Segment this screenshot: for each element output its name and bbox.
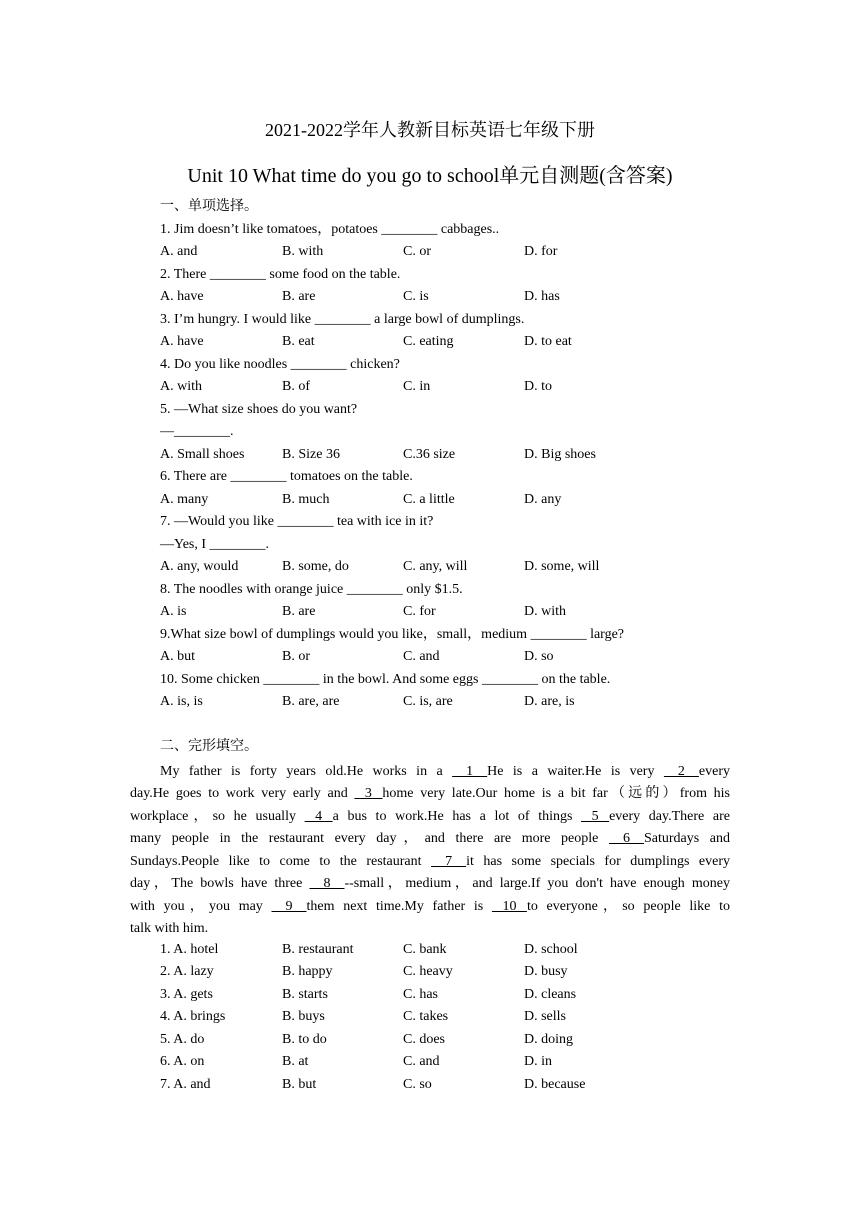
option-c: C. does — [403, 1031, 445, 1047]
passage-line: Sundays.People like to come to the restaurant 7 it has some specials for dumplings every — [130, 851, 730, 874]
question-stem: 2. There ________ some food on the table. — [160, 266, 401, 282]
passage-line: day.He goes to work very early and 3 home very late.Our home is a bit far（远的）from his — [130, 783, 730, 806]
passage-line: with you，you may 9 them next time.My father is 10 to everyone，so people like to — [130, 896, 730, 919]
answer-options — [160, 603, 640, 621]
option-d: D. some, will — [524, 559, 600, 574]
option-d: D. doing — [524, 1031, 573, 1047]
cloze-options — [160, 1008, 640, 1026]
option-b: B. starts — [282, 986, 328, 1002]
answer-options — [160, 288, 640, 306]
option-c: C. is — [403, 289, 429, 304]
answer-options — [160, 333, 640, 351]
question-stem: 3. I’m hungry. I would like ________ a large bowl of dumplings. — [160, 311, 525, 327]
question-stem: 8. The noodles with orange juice ________ only $1.5. — [160, 581, 463, 597]
option-a: A. many — [160, 491, 209, 507]
option-b: B. some, do — [282, 559, 349, 574]
answer-options — [160, 558, 640, 576]
option-b: B. happy — [282, 964, 333, 979]
question-stem: 10. Some chicken ________ in the bowl. And some eggs ________ on the table. — [160, 671, 611, 687]
option-a: A. have — [160, 289, 204, 304]
option-b: B. to do — [282, 1031, 327, 1047]
option-a: 7. A. and — [160, 1076, 211, 1092]
option-c: C. heavy — [403, 964, 453, 979]
option-a: A. and — [160, 244, 198, 259]
option-d: D. are, is — [524, 694, 575, 709]
option-d: D. has — [524, 289, 560, 304]
option-c: C. and — [403, 649, 440, 664]
option-d: D. any — [524, 491, 562, 507]
option-c: C. and — [403, 1054, 440, 1069]
document-title: 2021-2022学年人教新目标英语七年级下册 — [265, 120, 595, 140]
option-b: B. restaurant — [282, 941, 354, 957]
option-d: D. cleans — [524, 986, 577, 1002]
option-d: D. with — [524, 604, 566, 619]
cloze-options — [160, 1053, 640, 1071]
cloze-passage — [130, 761, 730, 941]
cloze-options — [160, 1031, 640, 1049]
answer-options — [160, 378, 640, 396]
option-a: A. but — [160, 649, 195, 664]
option-d: D. for — [524, 244, 558, 259]
option-b: B. with — [282, 244, 324, 259]
question-stem: 9.What size bowl of dumplings would you like，small，medium ________ large? — [160, 626, 625, 642]
section-heading: 一、单项选择。 — [160, 199, 258, 214]
cloze-options — [160, 1076, 640, 1094]
option-c: C. bank — [403, 941, 447, 957]
answer-options — [160, 243, 640, 261]
blank-number: 7 — [431, 853, 467, 869]
passage-line: My father is forty years old.He works in a 1 He is a waiter.He is very 2 every — [130, 761, 730, 784]
blank-number: 8 — [309, 876, 345, 891]
answer-options — [160, 648, 640, 666]
document-subtitle: Unit 10 What time do you go to school单元自测题(含答案) — [187, 165, 673, 187]
blank-number: 9 — [271, 898, 307, 914]
question-stem: 1. Jim doesn’t like tomatoes，potatoes ________ cabbages.. — [160, 221, 500, 237]
passage-line: many people in the restaurant every day，and there are more people 6 Saturdays and — [130, 828, 730, 851]
option-b: B. of — [282, 379, 310, 394]
option-a: A. have — [160, 334, 204, 349]
blank-number: 3 — [354, 786, 383, 801]
cloze-options — [160, 986, 640, 1004]
option-d: D. so — [524, 649, 554, 664]
option-d: D. in — [524, 1054, 552, 1069]
option-a: A. is, is — [160, 694, 203, 709]
option-c: C. any, will — [403, 559, 468, 574]
option-d: D. busy — [524, 964, 568, 979]
option-d: D. school — [524, 941, 578, 957]
option-b: B. are — [282, 289, 316, 304]
option-a: A. with — [160, 379, 202, 394]
passage-line: workplace，so he usually 4 a bus to work.He has a lot of things 5 every day.There are — [130, 806, 730, 829]
option-b: B. but — [282, 1076, 317, 1092]
option-a: 5. A. do — [160, 1031, 205, 1047]
answer-options — [160, 693, 640, 711]
option-c: C. is, are — [403, 694, 453, 709]
answer-options — [160, 446, 640, 464]
option-c: C. in — [403, 379, 431, 394]
option-c: C. so — [403, 1076, 432, 1092]
option-a: 2. A. lazy — [160, 964, 214, 979]
option-b: B. are — [282, 604, 316, 619]
cloze-options — [160, 963, 640, 981]
option-c: C. for — [403, 604, 436, 619]
blank-number: 6 — [608, 831, 644, 846]
option-d: D. Big shoes — [524, 446, 596, 462]
option-d: D. sells — [524, 1009, 566, 1024]
option-b: B. eat — [282, 334, 315, 349]
option-b: B. Size 36 — [282, 446, 340, 462]
blank-number: 10 — [491, 898, 527, 914]
option-b: B. buys — [282, 1009, 325, 1024]
question-stem: 4. Do you like noodles ________ chicken? — [160, 356, 400, 372]
option-a: 1. A. hotel — [160, 941, 219, 957]
option-c: C. takes — [403, 1009, 449, 1024]
cloze-options — [160, 941, 640, 959]
option-d: D. to eat — [524, 334, 572, 349]
passage-line: talk with him. — [130, 921, 209, 936]
option-c: C. eating — [403, 334, 454, 349]
option-d: D. because — [524, 1076, 586, 1092]
section-heading: 二、完形填空。 — [160, 739, 258, 754]
option-b: B. much — [282, 491, 330, 507]
question-dialogue-line: —Yes, I ________. — [160, 536, 270, 552]
blank-number: 1 — [452, 763, 488, 779]
option-a: 3. A. gets — [160, 986, 213, 1002]
question-stem: 6. There are ________ tomatoes on the table. — [160, 469, 413, 484]
option-c: C. has — [403, 986, 438, 1002]
question-stem: 5. —What size shoes do you want? — [160, 401, 358, 417]
option-c: C.36 size — [403, 446, 456, 462]
blank-number: 2 — [663, 763, 699, 779]
option-a: A. any, would — [160, 559, 239, 574]
option-a: 6. A. on — [160, 1054, 205, 1069]
passage-line: day，The bowls have three 8 --small，medium，and large.If you don't have enough money — [130, 873, 730, 896]
option-a: A. is — [160, 604, 187, 619]
option-a: A. Small shoes — [160, 446, 245, 462]
option-b: B. are, are — [282, 694, 340, 709]
option-b: B. at — [282, 1054, 309, 1069]
option-a: 4. A. brings — [160, 1009, 226, 1024]
question-dialogue-line: —________. — [160, 424, 234, 439]
question-stem: 7. —Would you like ________ tea with ice in it? — [160, 514, 434, 529]
answer-options — [160, 491, 640, 509]
option-b: B. or — [282, 649, 310, 664]
option-c: C. or — [403, 244, 431, 259]
option-d: D. to — [524, 379, 552, 394]
option-c: C. a little — [403, 491, 455, 507]
blank-number: 5 — [581, 808, 610, 824]
blank-number: 4 — [304, 808, 333, 824]
